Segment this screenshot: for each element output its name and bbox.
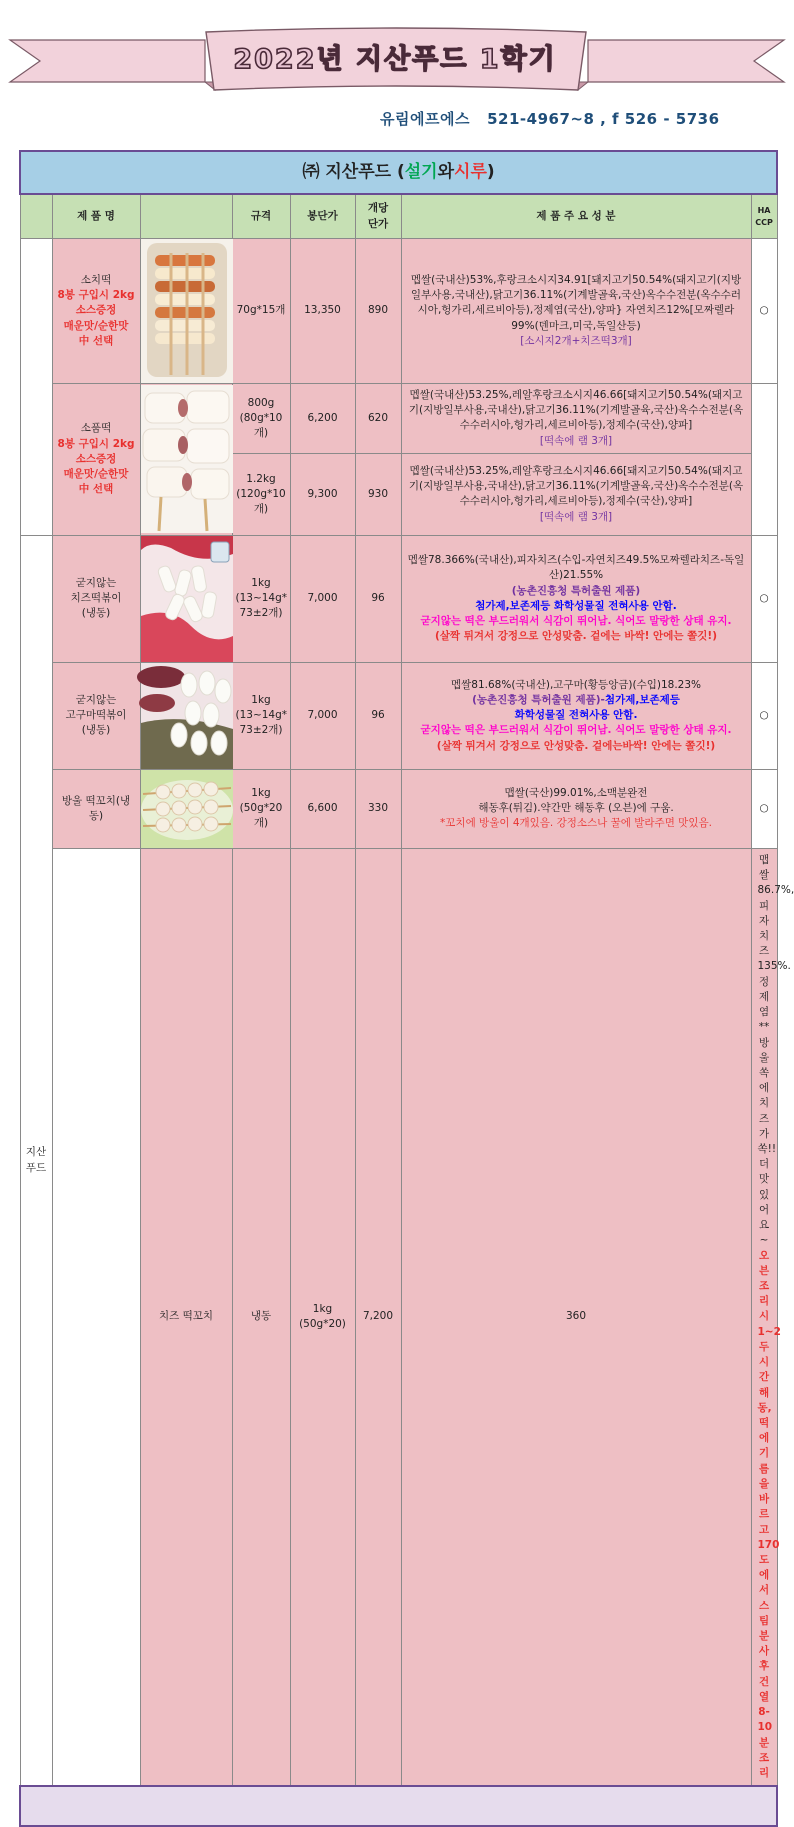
spec-cell: 800g (80g*10 개) xyxy=(232,384,290,454)
spec-cell: 1kg (50g*20) xyxy=(290,848,355,1786)
header-box-price: 봉단가 xyxy=(290,194,355,239)
product-name-cell: 치즈 떡꼬치 xyxy=(140,848,232,1786)
product-photo xyxy=(140,384,232,536)
ingredients-cell: 맵쌀(국산)99.01%,소맥분완전 해동후(튀김).약간만 해동후 (오븐)에 구움. *꼬치에 방울이 4개있음. 강정소스나 꿀에 발라주면 맛있음. xyxy=(401,769,751,848)
ingredients-cell: 멥쌀(국내산)53%,후랑크소시지34.91[돼지고기50.54%(돼지고기(지방일부사용,국내산),닭고기36.11%(기계발골육,국산)옥수수전분(옥수수러시아,헝가리,세르비아등),정제염(국산),양파} 자연치즈12%[모짜렐라99%(덴마크,미국,독일산등) [소시지2개+치즈떡3개] xyxy=(401,239,751,384)
table-row xyxy=(20,384,777,454)
ingredients-cell: 멥쌀(국내산)53.25%,레알후랑크소시지46.66[돼지고기50.54%(돼지고기(지방일부사용,국내산),닭고기36.11%(기계발골육,국산)옥수수전분(옥수수러시아,헝가리,세르비아등),정제수(국산),양파] [떡속에 램 3개] xyxy=(401,453,751,535)
unit-price-cell: 360 xyxy=(401,848,751,1786)
spec-cell: 70g*15개 xyxy=(232,239,290,384)
header-haccp: HA CCP xyxy=(751,194,777,239)
haccp-cell: ○ xyxy=(751,535,777,662)
contact-info: 유림에프에스 521-4967~8 , f 526 - 5736 xyxy=(380,110,720,128)
unit-price-cell: 96 xyxy=(355,535,401,662)
product-photo xyxy=(140,535,232,662)
spec-cell: 1kg (13~14g* 73±2개) xyxy=(232,662,290,769)
unit-price-cell: 620 xyxy=(355,384,401,454)
rice-cake-roll-image xyxy=(141,385,233,533)
unit-price-cell: 930 xyxy=(355,453,401,535)
box-price-cell: 9,300 xyxy=(290,453,355,535)
header-unit-price: 개당 단가 xyxy=(355,194,401,239)
title-banner xyxy=(10,26,784,92)
ingredients-cell: 맵쌀86.7%,피자치즈135%.정제염 ** 방울쏙에 치즈가 쏙!! 더 맛있어요~ 오븐조리시 1~2두시간해동,떡에기름을 바르고 170도에서 스팀분사후 건열 8-10분조리 xyxy=(751,848,777,1786)
product-photo xyxy=(140,239,232,384)
storage-cell: 냉동 xyxy=(232,848,290,1786)
spec-cell: 1kg (13~14g* 73±2개) xyxy=(232,535,290,662)
haccp-cell: ○ xyxy=(751,239,777,384)
spec-cell: 1.2kg (120g*10 개) xyxy=(232,453,290,535)
box-price-cell: 7,000 xyxy=(290,535,355,662)
table-row xyxy=(20,535,777,662)
header-row xyxy=(20,194,777,239)
ingredients-cell: 멥쌀78.366%(국내산),피자치즈(수입-자연치즈49.5%모짜렐라치즈-독일산)21.55% (농촌진흥청 특허출원 제품) 첨가제,보존제등 화학성물질 전혀사용 안함. 굳지않는 떡은 부드러워서 식감이 뛰어남. 식어도 말랑한 상태 유지. (살짝 튀겨서 강정으로 안성맞춤. 겉에는 바싹! 안에는 쫄깃!) xyxy=(401,535,751,662)
product-photo xyxy=(140,662,232,769)
ingredients-cell: 멥쌀81.68%(국내산),고구마(황등앙금)(수입)18.23% (농촌진흥청 특허출원 제품)-첨가제,보존제등 화학성물질 전혀사용 안함. 굳지않는 떡은 부드러워서 식감이 뛰어남. 식어도 말랑한 상태 유지. (살짝 튀겨서 강정으로 안성맞춤. 겉에는바싹! 안에는 쫄깃!) xyxy=(401,662,751,769)
product-name-cell: 소품떡 8봉 구입시 2kg 소스증정 매운맛/순한맛 中 선택 xyxy=(52,384,140,536)
sweet-potato-tteokbokki-image xyxy=(141,663,233,769)
ingredients-cell: 멥쌀(국내산)53.25%,레알후랑크소시지46.66[돼지고기50.54%(돼지고기(지방일부사용,국내산),닭고기36.11%(기계발골육,국산)옥수수전분(옥수수러시아,헝가리,세르비아등),정제수(국산),양파] [떡속에 램 3개] xyxy=(401,384,751,454)
product-name-cell: 굳지않는 고구마떡볶이 (냉동) xyxy=(52,662,140,769)
box-price-cell: 13,350 xyxy=(290,239,355,384)
table-row xyxy=(20,239,777,384)
header-ingredients: 제 품 주 요 성 분 xyxy=(401,194,751,239)
spec-cell: 1kg (50g*20 개) xyxy=(232,769,290,848)
haccp-cell: ○ xyxy=(751,662,777,769)
box-price-cell: 6,200 xyxy=(290,384,355,454)
haccp-cell: ○ xyxy=(751,769,777,848)
product-photo xyxy=(140,769,232,848)
table-row xyxy=(20,848,777,1786)
box-price-cell: 7,200 xyxy=(355,848,401,1786)
product-name-cell: 방울 떡꼬치(냉 동) xyxy=(52,769,140,848)
banner-title: 2022년 지산푸드 1학기 xyxy=(233,44,557,75)
table-row xyxy=(20,662,777,769)
header-name: 제 품 명 xyxy=(52,194,140,239)
ball-skewer-image xyxy=(141,770,233,848)
box-price-cell: 6,600 xyxy=(290,769,355,848)
sausage-skewer-image xyxy=(141,239,233,383)
product-name-cell: 굳지않는 치즈떡볶이 (냉동) xyxy=(52,535,140,662)
product-name-cell: 소치떡 8봉 구입시 2kg 소스증정 매운맛/순한맛 中 선택 xyxy=(52,239,140,384)
unit-price-cell: 890 xyxy=(355,239,401,384)
box-price-cell: 7,000 xyxy=(290,662,355,769)
category-cell: 지산 푸드 xyxy=(20,535,52,1786)
unit-price-cell: 96 xyxy=(355,662,401,769)
unit-price-cell: 330 xyxy=(355,769,401,848)
table-row xyxy=(20,769,777,848)
table-title: ㈜ 지산푸드 (설기와시루) xyxy=(20,151,777,194)
header-spec: 규격 xyxy=(232,194,290,239)
footer-row xyxy=(20,1786,777,1826)
cheese-tteokbokki-image xyxy=(141,536,233,662)
product-table xyxy=(19,150,794,1827)
